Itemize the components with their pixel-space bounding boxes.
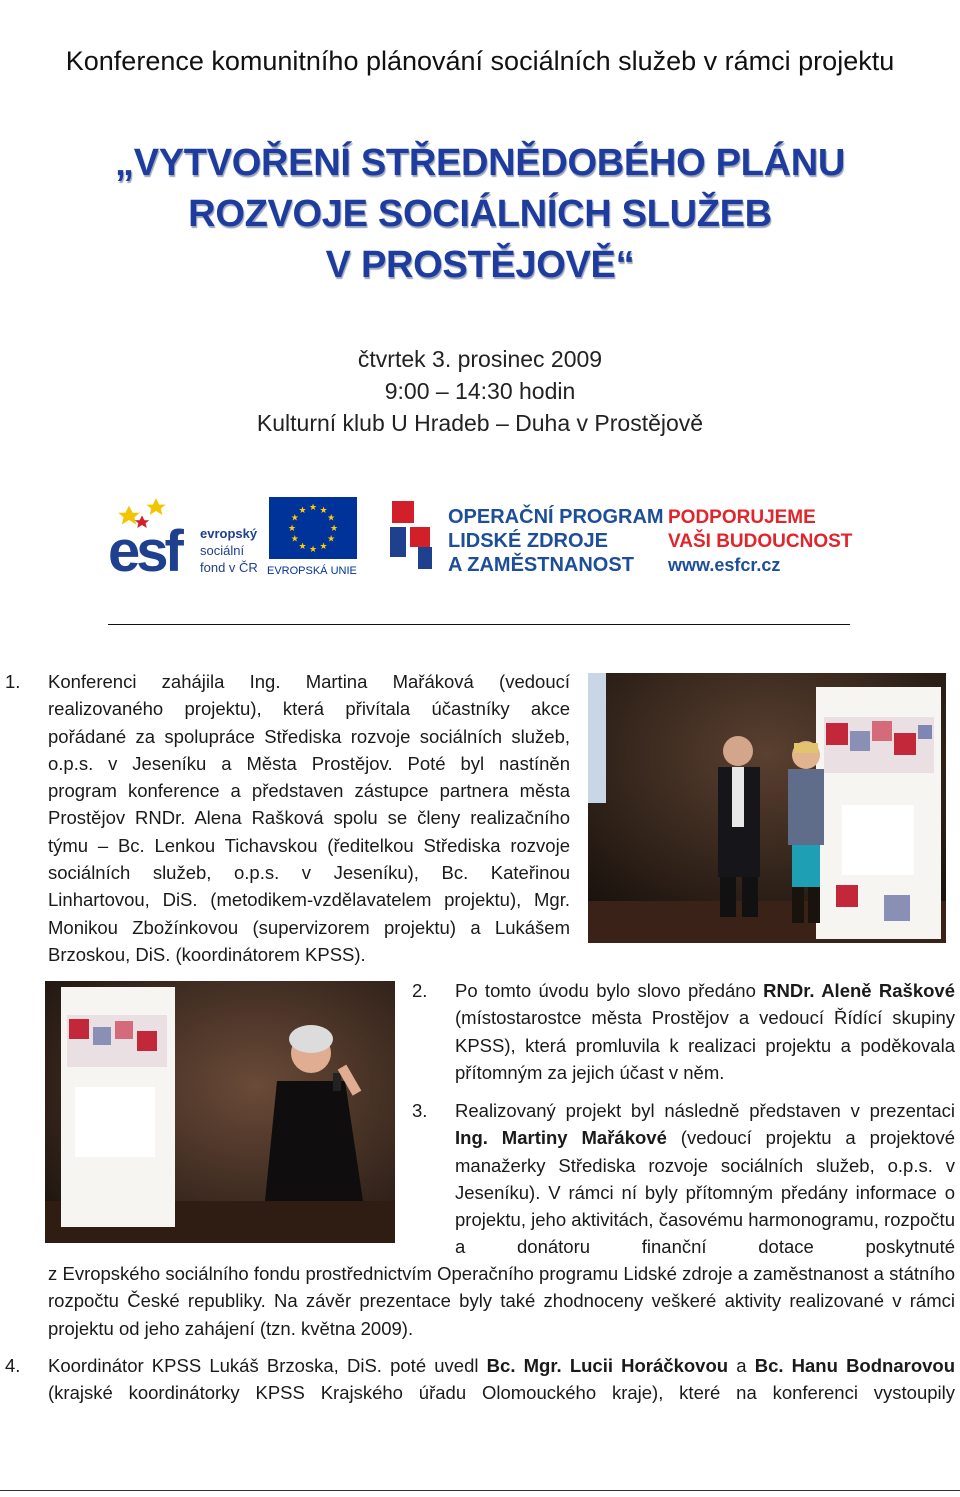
speaker-photo <box>45 981 395 1243</box>
item-3-number: 3. <box>412 1100 428 1121</box>
item-4-person-2: Bc. Hanu Bodnarovou <box>754 1355 956 1376</box>
horizontal-rule <box>108 624 850 625</box>
logo-strip-graphic <box>108 493 853 578</box>
eu-star-icon: ★ <box>287 523 297 533</box>
eu-label: EVROPSKÁ UNIE <box>267 565 357 577</box>
eu-flag-logo <box>267 497 357 577</box>
item-1-line: Linhartovou, DiS. (metodikem-vzdělavatelem projektu), Mgr. <box>48 889 570 911</box>
presenters-photo-graphic <box>588 673 946 943</box>
eu-star-icon: ★ <box>308 502 318 512</box>
item-1-line: realizovaného projektu), která přivítala účastníky akce <box>48 698 570 720</box>
item-2-text-c: (místostarostce města Prostějov a vedoucí Řídící skupiny KPSS), která promluvila k realizaci projektu a poděkovala přítomným za jejich účast v něm. <box>455 1007 955 1083</box>
item-4-person-1: Bc. Mgr. Lucii Horáčkovou <box>486 1355 729 1376</box>
intro-line: Konference komunitního plánování sociálních služeb v rámci projektu <box>65 46 895 76</box>
esf-line-2: sociální <box>200 543 245 558</box>
esf-logo <box>108 498 258 578</box>
item-1-number: 1. <box>5 671 21 692</box>
item-2-person: RNDr. Aleně Raškové <box>763 980 955 1001</box>
conference-title <box>0 138 960 291</box>
op-line-2: LIDSKÉ ZDROJE <box>448 530 609 552</box>
item-3-text <box>455 1097 955 1261</box>
event-venue: Kulturní klub U Hradeb – Duha v Prostějově <box>256 410 704 436</box>
item-1-line: Prostějov RNDr. Alena Rašková spolu se členy realizačního <box>48 807 570 829</box>
item-3-continuation: z Evropského sociálního fondu prostřednictvím Operačního programu Lidské zdroje a zaměstnanost a státního rozpočtu České republiky. Na závěr prezentace byly také zhodnoceny veškeré aktivity realizované v rámci projektu od jeho zahájení (tzn. května 2009). <box>48 1263 955 1339</box>
item-1-line: program konference a představen zástupce partnera města <box>48 780 570 802</box>
eu-star-icon: ★ <box>329 523 339 533</box>
eu-star-icon: ★ <box>290 512 299 523</box>
item-4-text-c: a <box>728 1355 755 1376</box>
presenters-photo <box>588 673 946 943</box>
item-1-line: o.p.s. v Jeseníku a Města Prostějov. Poté byl nastíněn <box>48 752 570 774</box>
event-details <box>0 343 960 439</box>
item-1-line: Brzoskou, DiS. (koordinátorem KPSS). <box>48 943 366 965</box>
esf-word: esf <box>108 519 180 578</box>
support-line-2: VAŠI BUDOUCNOST <box>668 531 853 552</box>
item-2-number: 2. <box>412 980 428 1001</box>
op-lzz-logo <box>390 501 664 576</box>
op-line-1: OPERAČNÍ PROGRAM <box>448 506 664 528</box>
item-1-line: týmu – Bc. Lenkou Tichavskou (ředitelkou Střediska rozvoje <box>48 834 570 856</box>
support-url: www.esfcr.cz <box>668 555 781 575</box>
item-1-line: Monikou Zbožínkovou (supervizorem projektu) a Lukášem <box>48 916 570 938</box>
eu-star-icon: ★ <box>319 504 328 515</box>
eu-star-icon: ★ <box>327 512 336 523</box>
item-1-line: Konferenci zahájila Ing. Martina Mařáková (vedoucí <box>48 671 570 692</box>
item-4-number: 4. <box>5 1355 21 1376</box>
eu-star-icon: ★ <box>327 533 336 544</box>
title-line-2: ROZVOJE SOCIÁLNÍCH SLUŽEB <box>188 193 772 235</box>
item-1-text <box>48 668 570 968</box>
item-4-text <box>48 1352 955 1407</box>
eu-star-icon: ★ <box>319 541 328 552</box>
esf-line-1: evropský <box>200 526 258 541</box>
item-3-person: Ing. Martiny Mařákové <box>455 1127 667 1149</box>
title-line-1: „VYTVOŘENÍ STŘEDNĚDOBÉHO PLÁNU <box>115 142 845 184</box>
page-bottom-rule <box>0 1490 960 1491</box>
support-slogan-logo <box>667 507 853 575</box>
event-date: čtvrtek 3. prosinec 2009 <box>357 346 603 372</box>
item-3-text-a: Realizovaný projekt byl následně představen v prezentaci <box>455 1100 955 1121</box>
eu-star-icon: ★ <box>290 533 299 544</box>
item-4-text-a: Koordinátor KPSS Lukáš Brzoska, DiS. poté uvedl <box>48 1355 487 1376</box>
event-time: 9:00 – 14:30 hodin <box>384 378 576 404</box>
item-1-line: sociálních služeb, o.p.s. v Jeseníku), Bc. Kateřinou <box>48 862 570 884</box>
item-2-text <box>455 977 955 1086</box>
item-1-line: pořádané za spolupráce Střediska rozvoje sociálních služeb, <box>48 725 570 747</box>
logo-strip <box>108 493 853 578</box>
item-4-text-e: (krajské koordinátorky KPSS Krajského úřadu Olomouckého kraje), které na konferenci vystoupily <box>48 1382 955 1404</box>
title-line-3: V PROSTĚJOVĚ“ <box>325 244 635 286</box>
eu-star-icon: ★ <box>298 504 307 515</box>
eu-star-icon: ★ <box>308 544 318 554</box>
support-line-1: PODPORUJEME <box>668 507 816 528</box>
esf-line-3: fond v ČR <box>200 560 258 575</box>
speaker-photo-graphic <box>45 981 395 1243</box>
item-2-text-a: Po tomto úvodu bylo slovo předáno <box>455 980 764 1001</box>
item-3-text-c: (vedoucí projektu a projektové manažerky Střediska rozvoje sociálních služeb, o.p.s. v Jeseníku). V rámci ní byly přítomným předány informace o projektu, jeho aktivitách, časovému harmonogramu, rozpočtu a donátoru finanční dotace poskytnuté <box>455 1127 955 1258</box>
eu-star-icon: ★ <box>298 541 307 552</box>
op-line-3: A ZAMĚSTNANOST <box>448 554 634 576</box>
